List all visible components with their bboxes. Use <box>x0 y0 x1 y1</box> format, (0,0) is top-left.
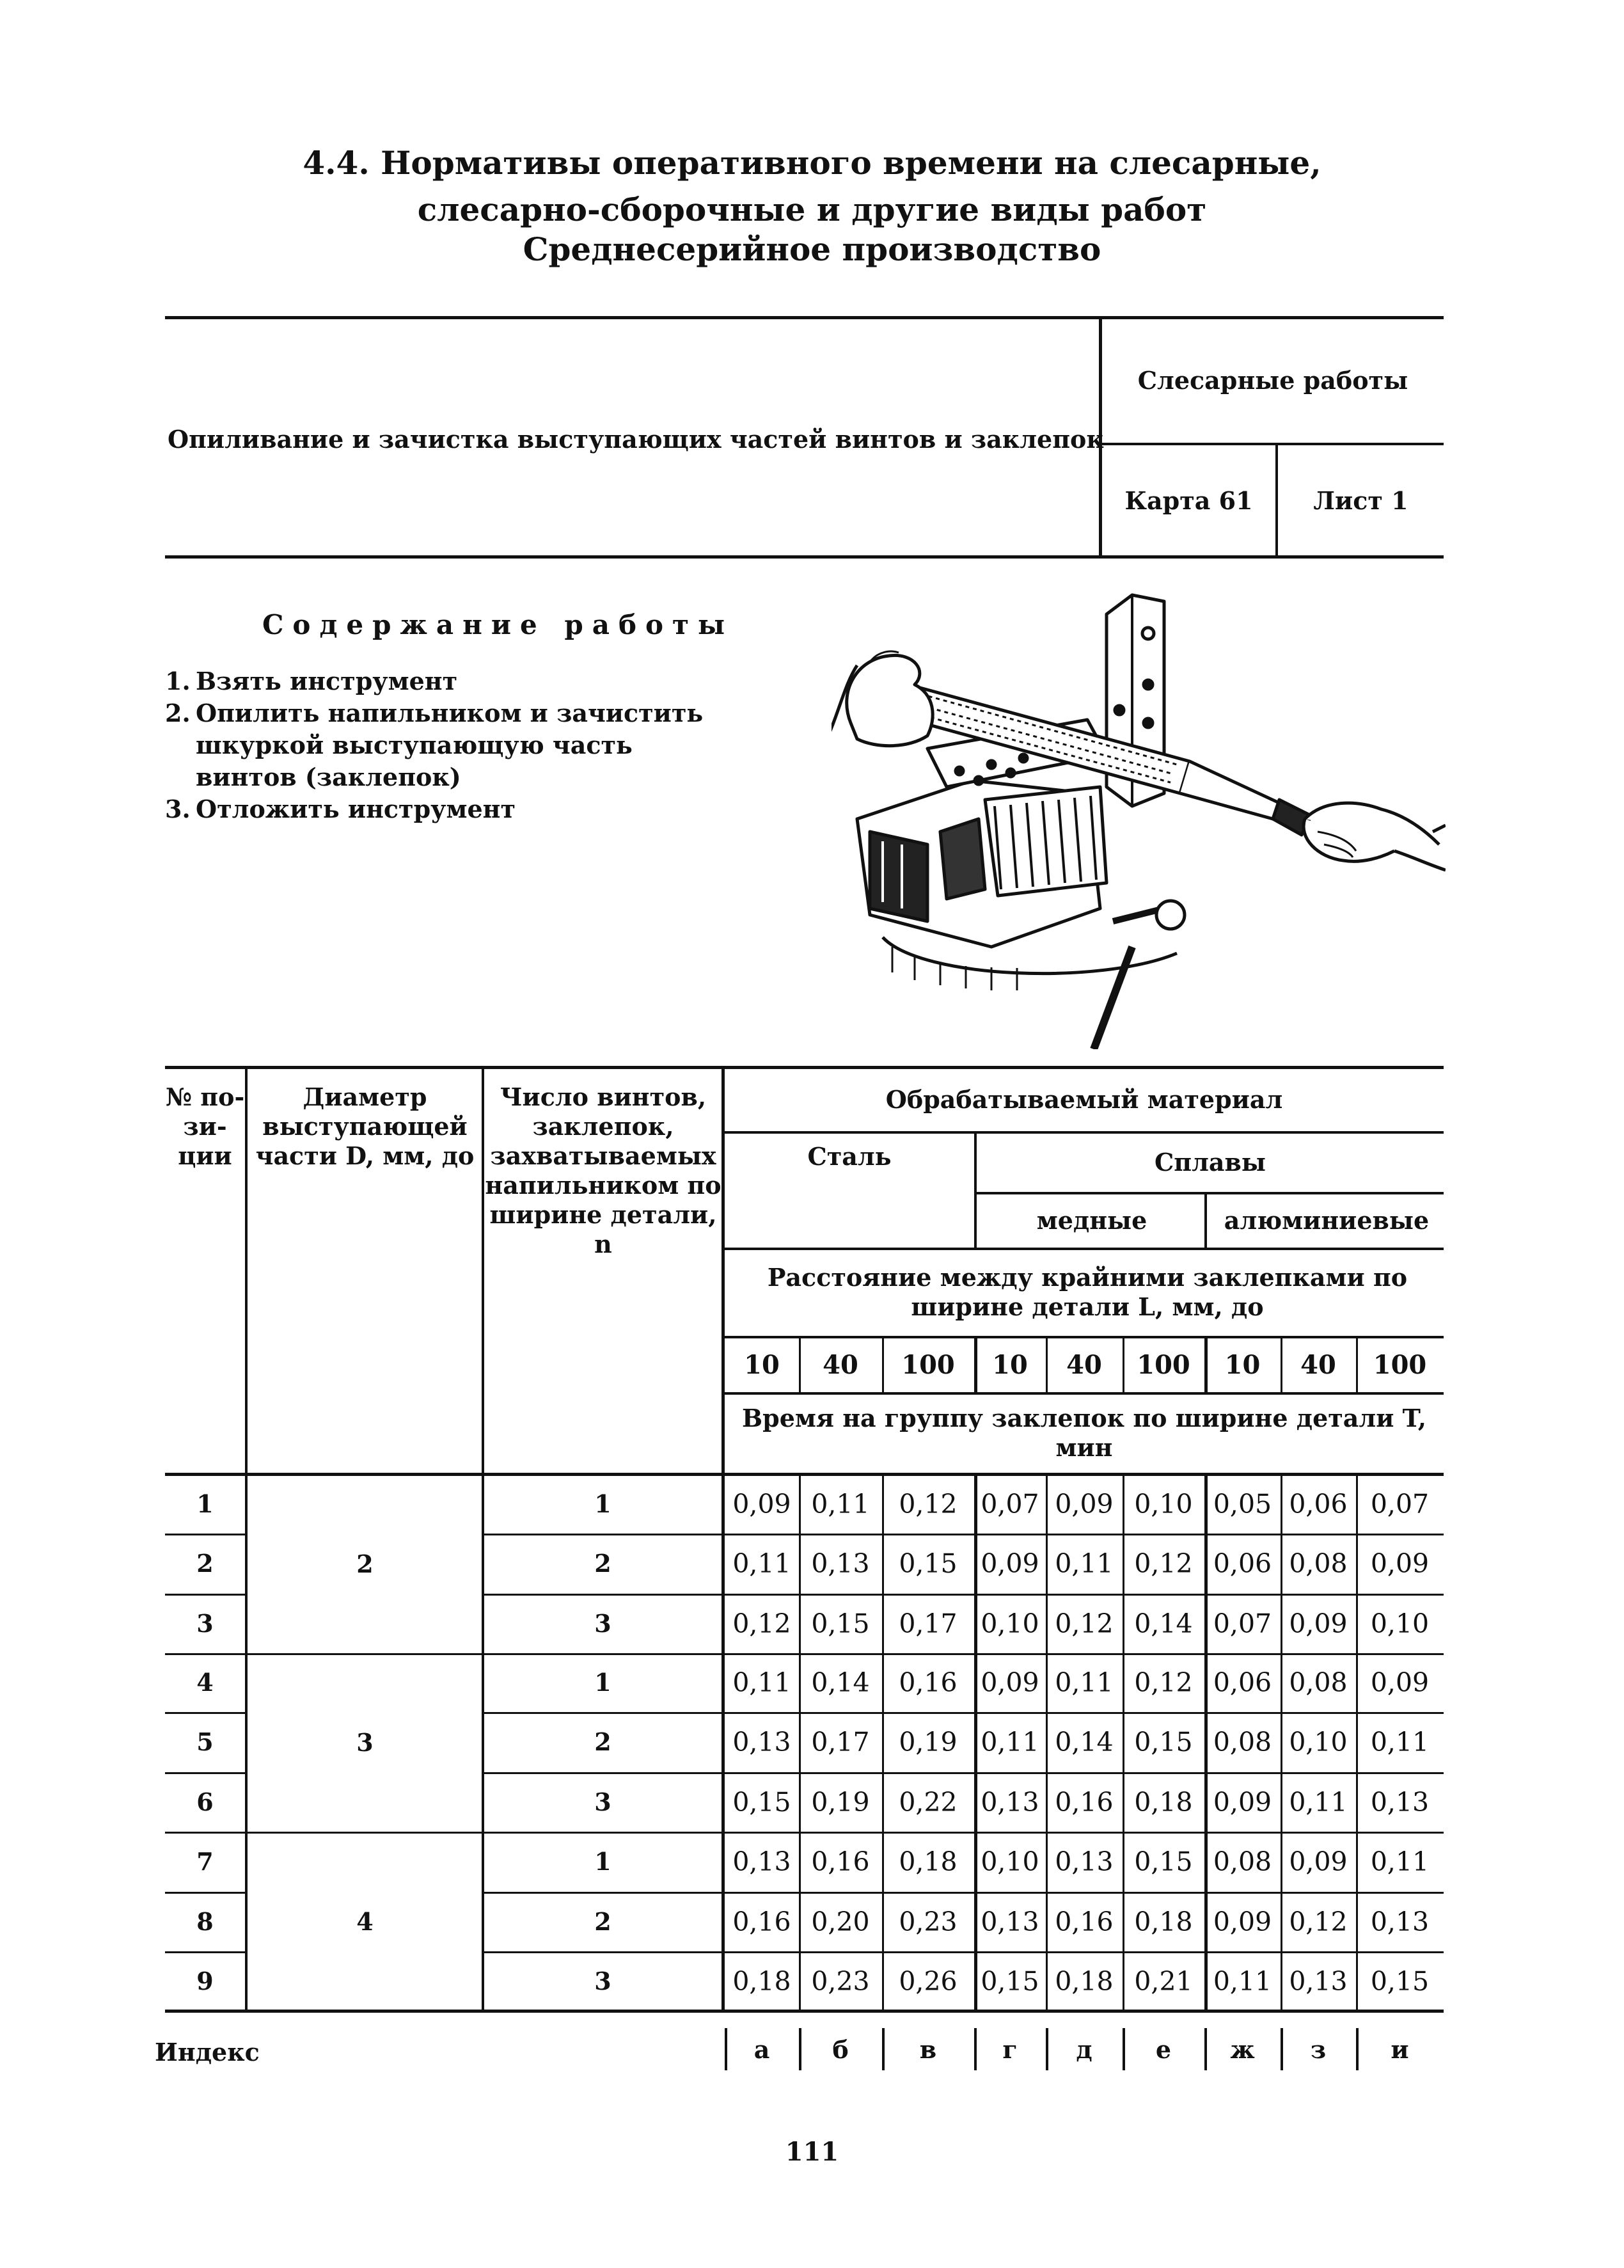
time-value: 0,12 <box>1134 1548 1193 1579</box>
time-value: 0,07 <box>1213 1608 1272 1639</box>
distance-col-rule <box>1046 1336 1048 1395</box>
time-value: 0,11 <box>1370 1727 1430 1757</box>
time-value: 0,08 <box>1213 1846 1272 1877</box>
col-header-diameter: Диаметр выступающей части D, мм, до <box>255 1082 475 1170</box>
step-number: 2. <box>165 699 191 727</box>
filing-vise-illustration <box>832 589 1446 1049</box>
header-bottom-rule <box>165 555 1444 559</box>
time-value: 0,11 <box>1055 1548 1114 1579</box>
time-value: 0,19 <box>899 1727 958 1757</box>
index-letter: б <box>832 2034 849 2064</box>
time-value: 0,15 <box>1134 1846 1193 1877</box>
index-letter: д <box>1076 2034 1092 2064</box>
material-header: Обрабатываемый материал <box>885 1085 1283 1114</box>
time-value: 0,11 <box>981 1727 1039 1757</box>
time-value: 0,06 <box>1213 1667 1272 1698</box>
time-value: 0,11 <box>1055 1667 1114 1698</box>
row-count: 3 <box>594 1787 611 1816</box>
distance-cell: 10 <box>1224 1350 1261 1380</box>
time-value: 0,08 <box>1289 1548 1348 1579</box>
time-value: 0,10 <box>981 1608 1039 1639</box>
time-value: 0,23 <box>811 1966 870 1997</box>
distance-top-rule <box>725 1336 1444 1338</box>
step-text: Отложить инструмент <box>196 795 516 823</box>
time-value: 0,09 <box>1213 1906 1272 1937</box>
row-count: 1 <box>594 1489 611 1518</box>
table-top-rule <box>165 1066 1444 1069</box>
row-position: 3 <box>196 1608 214 1638</box>
time-value: 0,09 <box>981 1667 1039 1698</box>
row-count: 1 <box>594 1847 611 1876</box>
time-value: 0,16 <box>811 1846 870 1877</box>
time-value: 0,09 <box>1370 1667 1430 1698</box>
time-value: 0,13 <box>1289 1966 1348 1997</box>
time-value: 0,12 <box>732 1608 791 1639</box>
copper-aluminum-rule <box>1204 1192 1207 1248</box>
time-value: 0,13 <box>1370 1786 1430 1818</box>
row-count: 1 <box>594 1668 611 1697</box>
time-value: 0,13 <box>981 1786 1039 1818</box>
diameter-group: 4 <box>356 1907 374 1936</box>
distance-cell: 100 <box>1137 1350 1190 1380</box>
step-text: Взять инструмент <box>196 667 458 695</box>
time-value: 0,22 <box>899 1786 958 1818</box>
row-position: 6 <box>196 1787 214 1816</box>
work-content-title: Содержание работы <box>262 609 734 640</box>
index-label: Индекс <box>155 2038 260 2066</box>
sheet-number: Лист 1 <box>1313 486 1408 515</box>
index-letter: в <box>919 2034 937 2064</box>
time-value: 0,19 <box>811 1786 870 1818</box>
time-value: 0,18 <box>1134 1786 1193 1818</box>
time-value: 0,10 <box>981 1846 1039 1877</box>
time-value: 0,12 <box>1134 1667 1193 1698</box>
row-count: 3 <box>594 1608 611 1638</box>
alloys-header: Сплавы <box>1155 1148 1266 1177</box>
aluminum-header: алюминиевые <box>1224 1205 1430 1235</box>
time-value: 0,14 <box>1055 1727 1114 1757</box>
diameter-group: 2 <box>356 1549 374 1578</box>
time-value: 0,07 <box>1370 1489 1430 1519</box>
distance-col-rule <box>882 1336 884 1395</box>
work-step <box>165 793 721 825</box>
time-value: 0,12 <box>1289 1906 1348 1937</box>
distance-cell: 10 <box>744 1350 780 1380</box>
time-value: 0,15 <box>811 1608 870 1639</box>
time-value: 0,10 <box>1134 1489 1193 1519</box>
row-position: 5 <box>196 1727 214 1756</box>
diameter-group: 3 <box>356 1727 374 1757</box>
alloys-rule <box>974 1192 1444 1194</box>
time-value: 0,13 <box>811 1548 870 1579</box>
row-count: 3 <box>594 1967 611 1995</box>
distance-cell: 10 <box>992 1350 1028 1380</box>
time-value: 0,21 <box>1134 1966 1193 1997</box>
time-value: 0,10 <box>1289 1727 1348 1757</box>
time-value: 0,18 <box>1055 1966 1114 1997</box>
row-count: 2 <box>594 1727 611 1756</box>
time-value: 0,07 <box>981 1489 1039 1519</box>
work-type-label: Слесарные работы <box>1137 366 1408 395</box>
title-line-2: слесарно-сборочные и другие виды работ <box>417 191 1207 228</box>
time-value: 0,13 <box>1055 1846 1114 1877</box>
index-letter: и <box>1391 2034 1409 2064</box>
time-value: 0,17 <box>899 1608 958 1639</box>
time-value: 0,17 <box>811 1727 870 1757</box>
time-value: 0,08 <box>1289 1667 1348 1698</box>
time-value: 0,06 <box>1289 1489 1348 1519</box>
time-value: 0,16 <box>1055 1786 1114 1818</box>
time-value: 0,08 <box>1213 1727 1272 1757</box>
row-position: 7 <box>196 1847 214 1876</box>
index-letter: е <box>1155 2034 1172 2064</box>
time-value: 0,06 <box>1213 1548 1272 1579</box>
time-value: 0,09 <box>1370 1548 1430 1579</box>
time-value: 0,09 <box>1055 1489 1114 1519</box>
time-value: 0,16 <box>1055 1906 1114 1937</box>
page-number: 111 <box>785 2137 839 2167</box>
time-value: 0,13 <box>732 1846 791 1877</box>
distance-bottom-rule <box>725 1392 1444 1395</box>
work-steps-list <box>165 665 721 825</box>
time-value: 0,15 <box>1134 1727 1193 1757</box>
time-value: 0,18 <box>899 1846 958 1877</box>
time-value: 0,15 <box>899 1548 958 1579</box>
sub-material-rule <box>725 1248 1444 1250</box>
distance-cell: 40 <box>1066 1350 1102 1380</box>
time-value: 0,11 <box>1289 1786 1348 1818</box>
time-value: 0,13 <box>1370 1906 1430 1937</box>
distance-col-rule <box>1281 1336 1282 1395</box>
row-position: 4 <box>196 1668 214 1697</box>
time-value: 0,18 <box>1134 1906 1193 1937</box>
index-letter: г <box>1002 2034 1018 2064</box>
time-value: 0,11 <box>1370 1846 1430 1877</box>
time-value: 0,12 <box>899 1489 958 1519</box>
time-value: 0,09 <box>1289 1846 1348 1877</box>
step-number: 3. <box>165 795 191 823</box>
material-rule <box>725 1131 1444 1134</box>
time-value: 0,20 <box>811 1906 870 1937</box>
col-header-position: № по- зи- ции <box>165 1082 245 1170</box>
time-value: 0,15 <box>1370 1966 1430 1997</box>
time-value: 0,15 <box>981 1966 1039 1997</box>
time-value: 0,13 <box>981 1906 1039 1937</box>
work-step <box>165 697 721 793</box>
time-value: 0,12 <box>1055 1608 1114 1639</box>
steel-header: Сталь <box>807 1142 892 1171</box>
distance-col-rule <box>1356 1336 1358 1395</box>
header-top-rule <box>165 316 1444 319</box>
row-position: 8 <box>196 1907 214 1936</box>
distance-cell: 40 <box>1300 1350 1336 1380</box>
title-line-1: 4.4. Нормативы оперативного времени на слесарные, <box>303 144 1321 182</box>
time-value: 0,11 <box>732 1667 791 1698</box>
step-number: 1. <box>165 667 191 695</box>
row-count: 2 <box>594 1907 611 1936</box>
operation-title: Опиливание и зачистка выступающих частей винтов и заклепок <box>168 425 1104 454</box>
time-value: 0,11 <box>732 1548 791 1579</box>
left-hand <box>847 655 933 745</box>
time-value: 0,14 <box>1134 1608 1193 1639</box>
time-value: 0,13 <box>732 1727 791 1757</box>
time-value: 0,23 <box>899 1906 958 1937</box>
time-value: 0,15 <box>732 1786 791 1818</box>
row-position: 9 <box>196 1967 214 1995</box>
card-number: Карта 61 <box>1124 486 1253 515</box>
row-position: 2 <box>196 1549 214 1578</box>
distance-cell: 100 <box>901 1350 955 1380</box>
time-value: 0,18 <box>732 1966 791 1997</box>
time-value: 0,09 <box>1213 1786 1272 1818</box>
row-position: 1 <box>196 1489 214 1518</box>
distance-cell: 40 <box>823 1350 858 1380</box>
time-value: 0,09 <box>1289 1608 1348 1639</box>
distance-col-rule <box>974 1336 977 1395</box>
copper-header: медные <box>1036 1205 1147 1235</box>
index-letter: ж <box>1230 2034 1255 2064</box>
time-value: 0,16 <box>732 1906 791 1937</box>
distance-col-rule <box>1123 1336 1124 1395</box>
time-value: 0,10 <box>1370 1608 1430 1639</box>
time-value: 0,26 <box>899 1966 958 1997</box>
distance-col-rule <box>1204 1336 1208 1395</box>
col-rule-position <box>245 1066 248 2013</box>
time-value: 0,11 <box>811 1489 870 1519</box>
time-header: Время на группу заклепок по ширине детали T, мин <box>742 1404 1426 1462</box>
time-value: 0,11 <box>1213 1966 1272 1997</box>
time-value: 0,09 <box>981 1548 1039 1579</box>
time-value: 0,16 <box>899 1667 958 1698</box>
title-line-3: Среднесерийное производство <box>523 230 1101 268</box>
time-value: 0,09 <box>732 1489 791 1519</box>
work-step <box>165 665 721 697</box>
row-count: 2 <box>594 1549 611 1578</box>
time-value: 0,14 <box>811 1667 870 1698</box>
distance-col-rule <box>799 1336 801 1395</box>
header-mid-rule <box>1099 443 1444 445</box>
time-value: 0,05 <box>1213 1489 1272 1519</box>
step-text: Опилить напильником и зачистить шкуркой выступающую часть винтов (заклепок) <box>196 699 704 791</box>
col-header-count: Число винтов, заклепок, захватываемых напильником по ширине детали, n <box>485 1082 721 1258</box>
distance-header: Расстояние между крайними заклепками по ширине детали L, мм, до <box>767 1262 1408 1321</box>
index-letter: а <box>753 2034 770 2064</box>
steel-alloys-rule <box>974 1131 977 1248</box>
distance-cell: 100 <box>1373 1350 1427 1380</box>
index-letter: з <box>1310 2034 1327 2064</box>
